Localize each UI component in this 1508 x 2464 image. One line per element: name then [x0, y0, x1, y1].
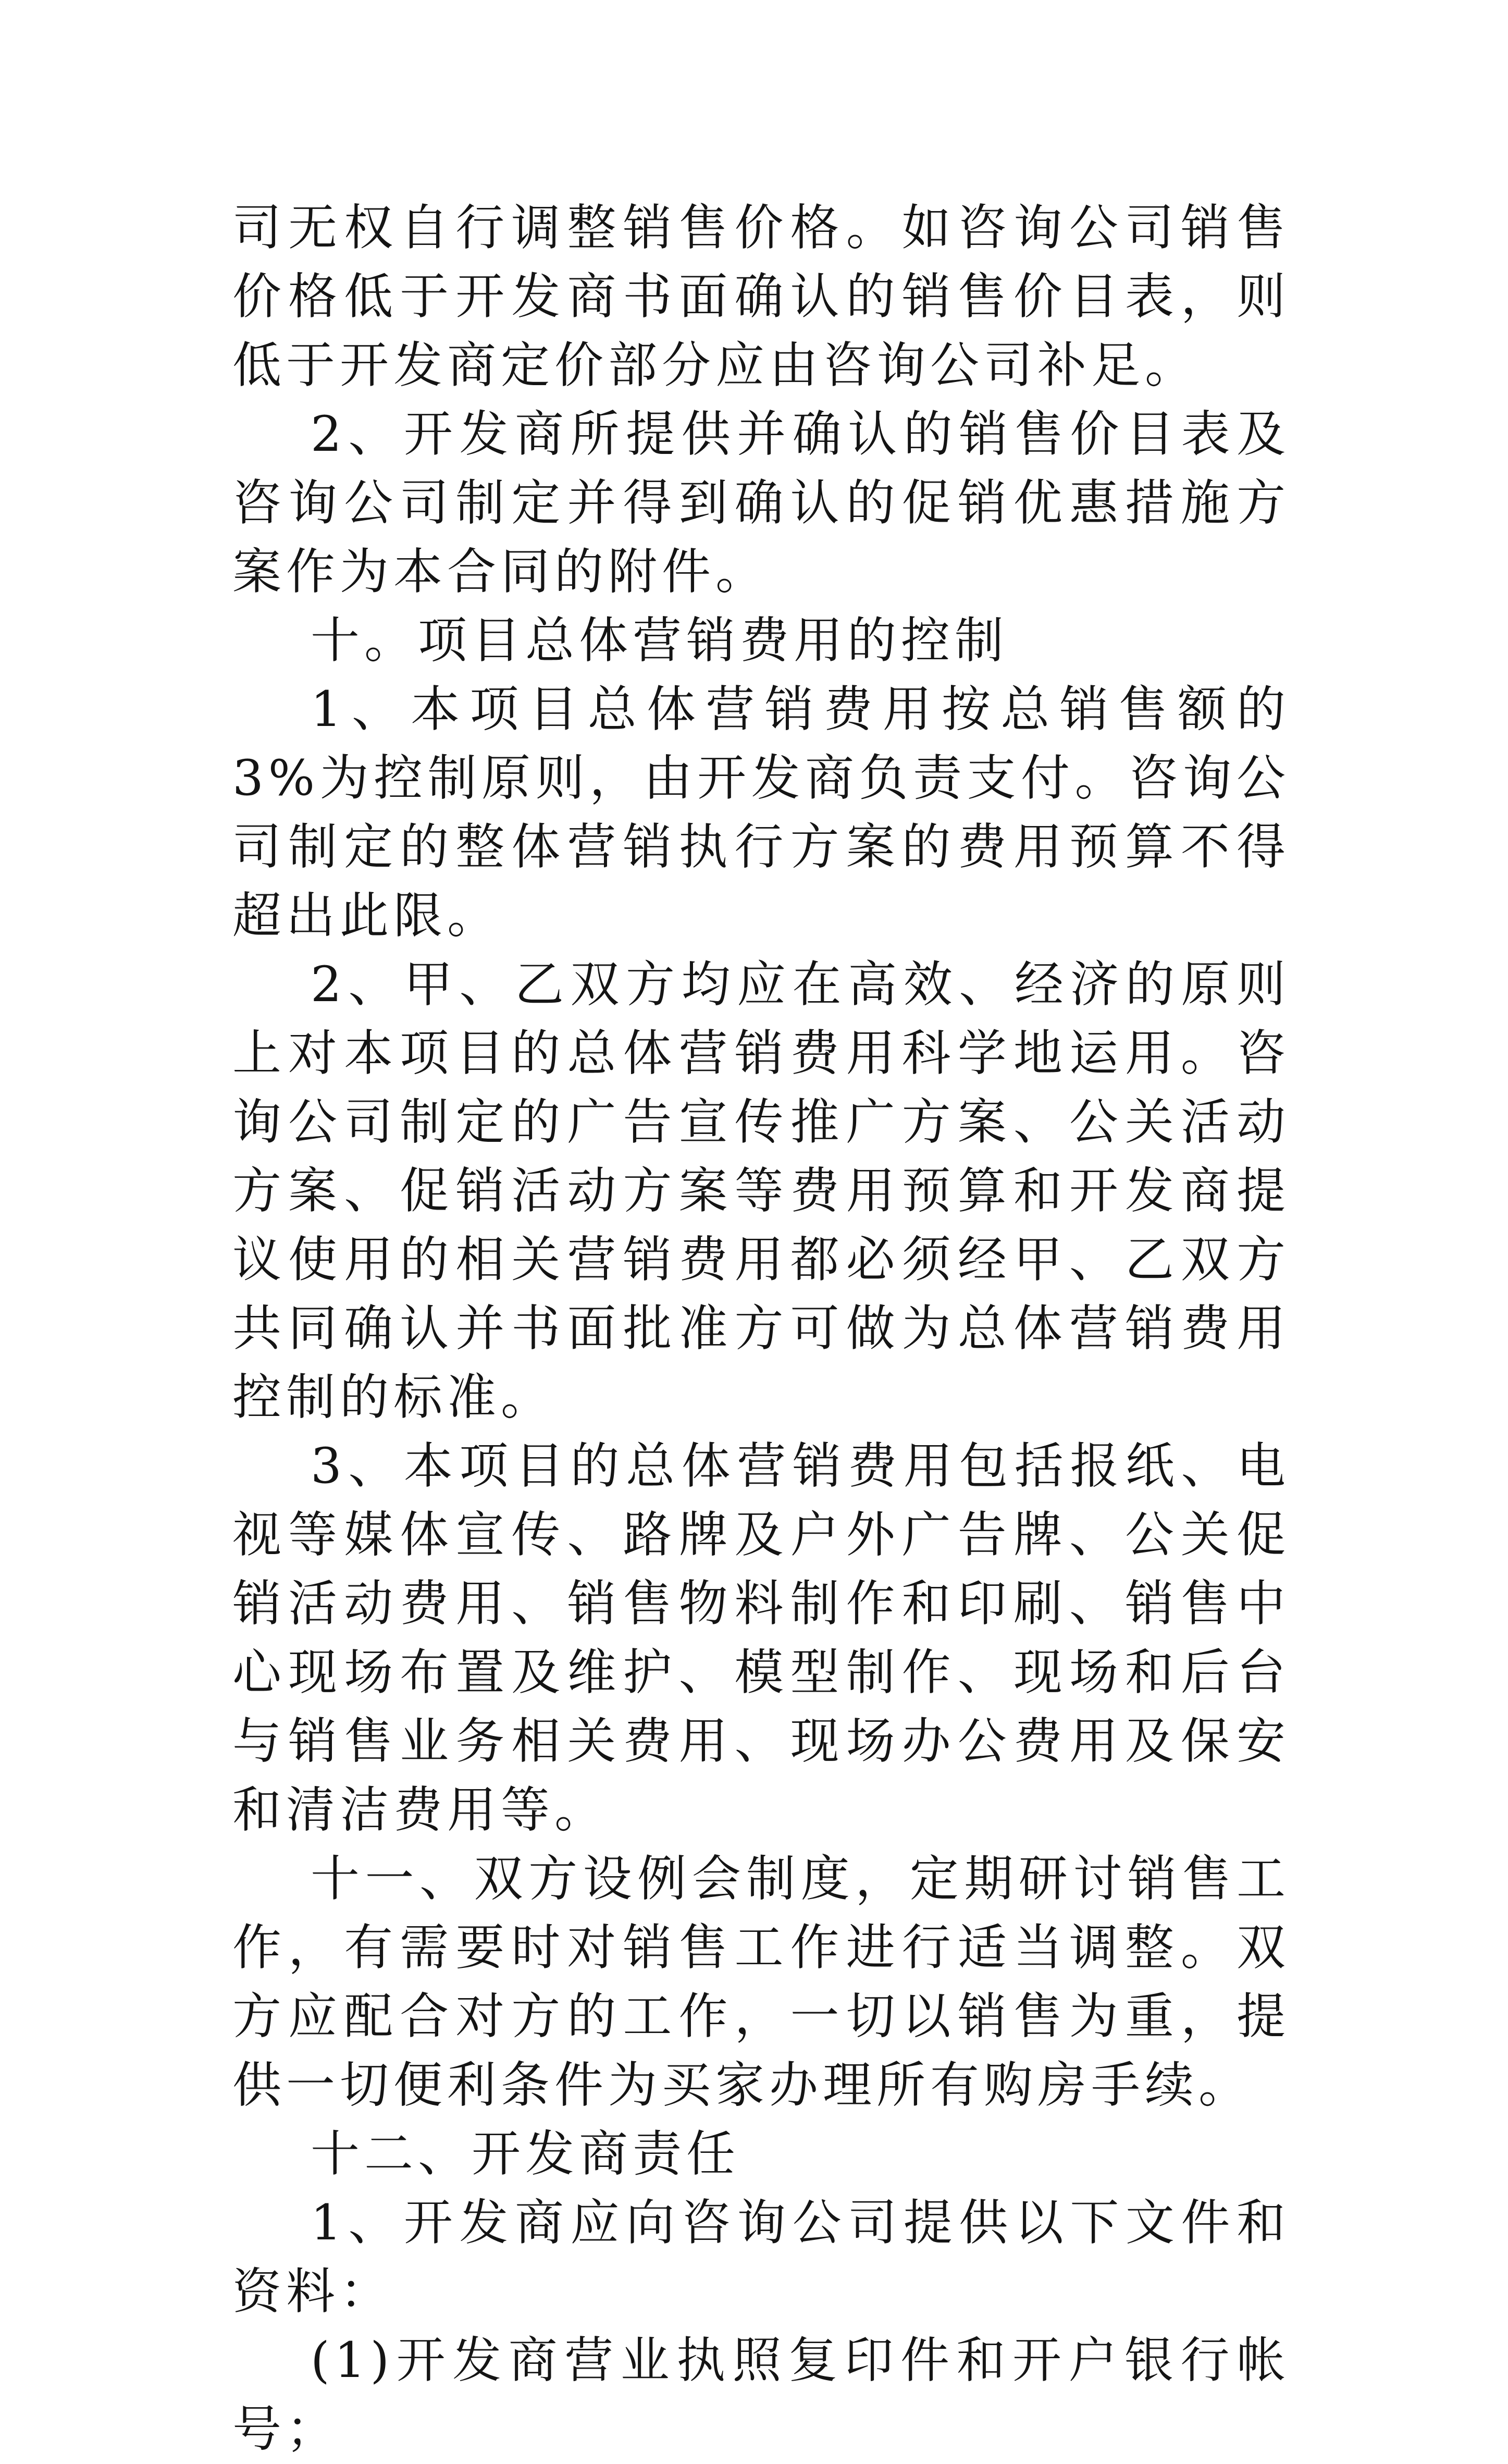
- list-item-business-license: (1)开发商营业执照复印件和开户银行帐号；: [232, 2332, 1290, 2458]
- paragraph-cost-scope: 3、本项目的总体营销费用包括报纸、电视等媒体宣传、路牌及户外广告牌、公关促销活动费用、销售物料制作和印刷、销售中心现场布置及维护、模型制作、现场和后台与销售业务相关费用、现场办公费用及保安和清洁费用等。: [232, 1438, 1290, 1839]
- paragraph-price-adjustment-continued: 司无权自行调整销售价格。如咨询公司销售价格低于开发商书面确认的销售价目表，则低于开发商定价部分应由咨询公司补足。: [232, 200, 1290, 394]
- paragraph-cost-use-principle: 2、甲、乙双方均应在高效、经济的原则上对本项目的总体营销费用科学地运用。咨询公司制定的广告宣传推广方案、公关活动方案、促销活动方案等费用预算和开发商提议使用的相关营销费用都必须经甲、乙双方共同确认并书面批准方可做为总体营销费用控制的标准。: [232, 956, 1290, 1426]
- paragraph-documents-to-provide: 1、开发商应向咨询公司提供以下文件和资料：: [232, 2195, 1290, 2320]
- paragraph-cost-ratio: 1、本项目总体营销费用按总销售额的3%为控制原则，由开发商负责支付。咨询公司制定的整体营销执行方案的费用预算不得超出此限。: [232, 681, 1290, 944]
- section-heading-developer-duties: 十二、开发商责任: [311, 2126, 740, 2183]
- section-heading-marketing-cost-control: 十。项目总体营销费用的控制: [311, 612, 1009, 669]
- paragraph-regular-meetings: 十一、双方设例会制度，定期研讨销售工作，有需要时对销售工作进行适当调整。双方应配合对方的工作，一切以销售为重，提供一切便利条件为买家办理所有购房手续。: [232, 1851, 1290, 2114]
- paragraph-price-list-attachment: 2、开发商所提供并确认的销售价目表及咨询公司制定并得到确认的促销优惠措施方案作为本合同的附件。: [232, 406, 1290, 600]
- document-page: [232, 194, 1290, 2464]
